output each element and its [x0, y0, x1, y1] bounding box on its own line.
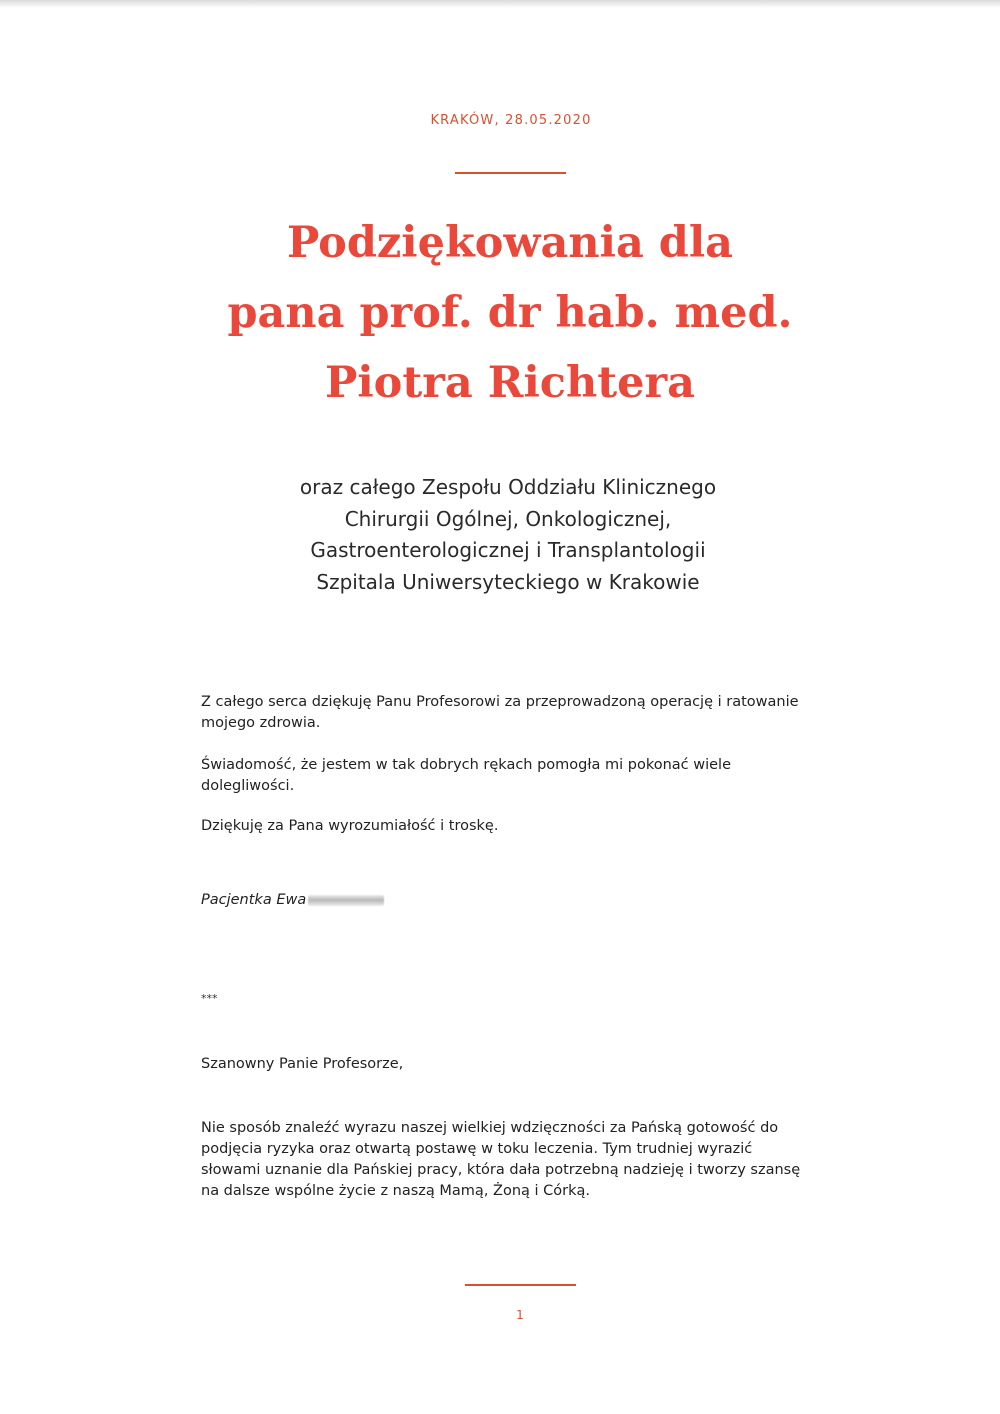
letter1-paragraph-3: Dziękuję za Pana wyrozumiałość i troskę. [201, 818, 499, 834]
redacted-surname [308, 895, 384, 906]
letter2-paragraph-1: Nie sposób znaleźć wyrazu naszej wielkiej wdzięczności za Pańską gotowość do podjęcia ryzyka oraz otwartą postawę w toku leczenia. Tym trudniej wyrazić słowami uznanie dla Pańskiej pracy, która dała potrzebną nadzieję i tworzy szansę na dalsze wspólne życie z naszą Mamą, Żoną i Córką. [201, 1120, 801, 1199]
bottom-divider [465, 1284, 576, 1286]
top-divider [455, 172, 566, 174]
signature-text: Pacjentka Ewa [201, 892, 307, 908]
page-title [0, 208, 1000, 418]
letter1-paragraph-1: Z całego serca dziękuję Panu Profesorowi za przeprowadzoną operację i ratowanie mojego zdrowia. [201, 694, 799, 731]
signature [201, 892, 384, 908]
letter2-salutation: Szanowny Panie Profesorze, [201, 1056, 404, 1072]
subtitle-line-3: Gastroenterologicznej i Transplantologii [310, 538, 706, 562]
subtitle-line-4: Szpitala Uniwersyteckiego w Krakowie [316, 569, 700, 594]
page-number: 1 [516, 1308, 524, 1322]
title-line-3: Piotra Richtera [325, 358, 695, 408]
section-separator: *** [201, 992, 218, 1005]
letter1-paragraph-2: Świadomość, że jestem w tak dobrych rękach pomogła mi pokonać wiele dolegliwości. [201, 757, 731, 794]
subtitle-line-1: oraz całego Zespołu Oddziału Klinicznego [299, 475, 717, 499]
title-line-1: Podziękowania dla [286, 218, 734, 268]
subtitle-line-2: Chirurgii Ogólnej, Onkologicznej, [344, 506, 672, 531]
title-line-2: pana prof. dr hab. med. [227, 288, 793, 338]
date-line: KRAKÓW, 28.05.2020 [430, 113, 592, 128]
scan-edge [0, 0, 1000, 8]
subtitle [0, 472, 1000, 598]
